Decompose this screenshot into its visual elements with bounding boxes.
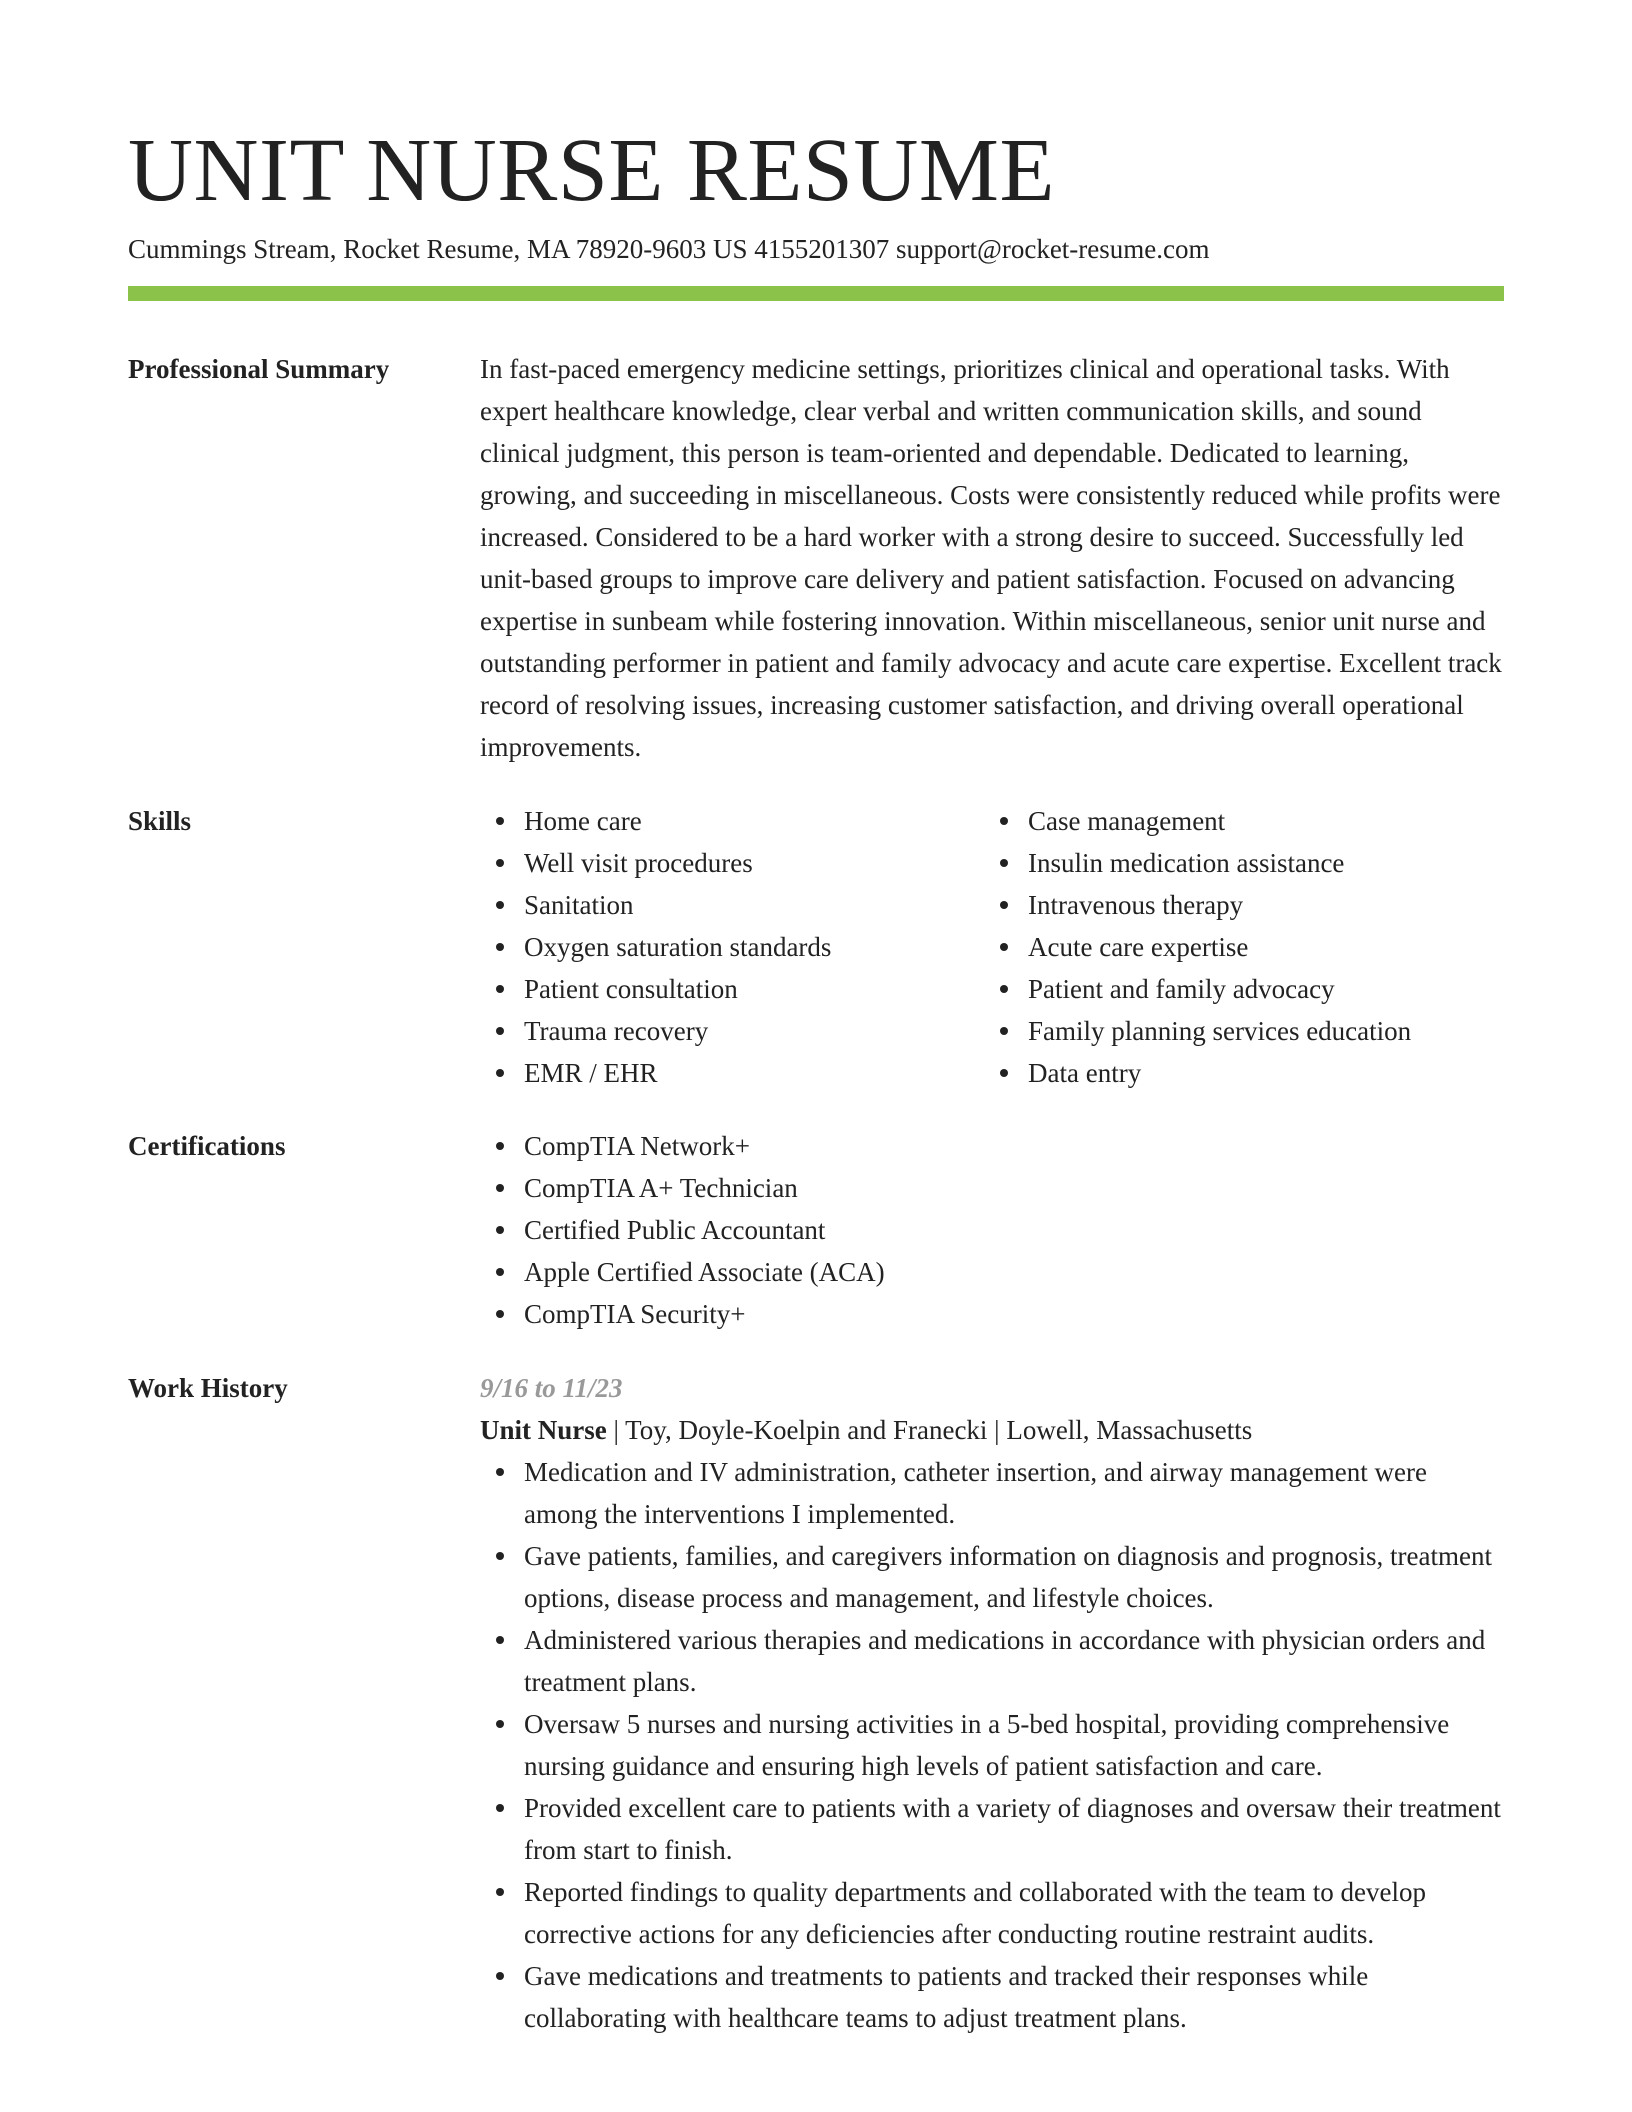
skill-item: Home care bbox=[480, 800, 984, 842]
skills-label: Skills bbox=[128, 806, 192, 836]
skill-item: Trauma recovery bbox=[480, 1010, 984, 1052]
certification-item: CompTIA Network+ bbox=[480, 1125, 1504, 1167]
contact-info: Cummings Stream, Rocket Resume, MA 78920-9603 US 4155201307 support@rocket-resume.com bbox=[128, 234, 1210, 264]
skill-item: Sanitation bbox=[480, 884, 984, 926]
skill-item: Oxygen saturation standards bbox=[480, 926, 984, 968]
job-heading bbox=[480, 1409, 1504, 1451]
job-title: Unit Nurse bbox=[480, 1415, 607, 1445]
job-bullet: Gave patients, families, and caregivers information on diagnosis and prognosis, treatment options, disease process and management, and lifestyle choices. bbox=[480, 1535, 1504, 1619]
skill-item: Intravenous therapy bbox=[984, 884, 1488, 926]
summary-label: Professional Summary bbox=[128, 354, 390, 384]
job-bullet: Medication and IV administration, catheter insertion, and airway management were among the interventions I implemented. bbox=[480, 1451, 1504, 1535]
skill-item: EMR / EHR bbox=[480, 1052, 984, 1094]
skill-item: Family planning services education bbox=[984, 1010, 1488, 1052]
job-employer-location: | Toy, Doyle-Koelpin and Franecki | Lowell, Massachusetts bbox=[606, 1415, 1253, 1445]
summary-section bbox=[480, 348, 1504, 768]
job-bullet: Gave medications and treatments to patients and tracked their responses while collaborating with healthcare teams to adjust treatment plans. bbox=[480, 1955, 1504, 2039]
job-responsibilities bbox=[480, 1451, 1504, 2039]
work-history-section bbox=[480, 1367, 1504, 2039]
skill-item: Insulin medication assistance bbox=[984, 842, 1488, 884]
certifications-section bbox=[480, 1125, 1504, 1335]
certifications-label: Certifications bbox=[128, 1131, 286, 1161]
job-bullet: Reported findings to quality departments and collaborated with the team to develop corrective actions for any deficiencies after conducting routine restraint audits. bbox=[480, 1871, 1504, 1955]
job-bullet: Administered various therapies and medications in accordance with physician orders and treatment plans. bbox=[480, 1619, 1504, 1703]
skill-item: Patient consultation bbox=[480, 968, 984, 1010]
header-accent-bar bbox=[128, 286, 1504, 301]
resume-title: UNIT NURSE RESUME bbox=[128, 121, 1055, 220]
certification-item: CompTIA Security+ bbox=[480, 1293, 1504, 1335]
skills-list-left bbox=[480, 800, 984, 1094]
skills-list-right bbox=[984, 800, 1488, 1094]
skill-item: Patient and family advocacy bbox=[984, 968, 1488, 1010]
job-dates: 9/16 to 11/23 bbox=[480, 1373, 623, 1403]
skill-item: Case management bbox=[984, 800, 1488, 842]
certification-item: Apple Certified Associate (ACA) bbox=[480, 1251, 1504, 1293]
job-bullet: Oversaw 5 nurses and nursing activities in a 5-bed hospital, providing comprehensive nursing guidance and ensuring high levels of patient satisfaction and care. bbox=[480, 1703, 1504, 1787]
work-history-label: Work History bbox=[128, 1373, 288, 1403]
certification-item: Certified Public Accountant bbox=[480, 1209, 1504, 1251]
skill-item: Well visit procedures bbox=[480, 842, 984, 884]
skill-item: Data entry bbox=[984, 1052, 1488, 1094]
job-bullet: Provided excellent care to patients with a variety of diagnoses and oversaw their treatment from start to finish. bbox=[480, 1787, 1504, 1871]
certification-item: CompTIA A+ Technician bbox=[480, 1167, 1504, 1209]
skill-item: Acute care expertise bbox=[984, 926, 1488, 968]
summary-text: In fast-paced emergency medicine settings, prioritizes clinical and operational tasks. With expert healthcare knowledge, clear verbal and written communication skills, and sound clinical judgment, this person is team-oriented and dependable. Dedicated to learning, growing, and succeeding in miscellaneous. Costs were consistently reduced while profits were increased. Considered to be a hard worker with a strong desire to succeed. Successfully led unit-based groups to improve care delivery and patient satisfaction. Focused on advancing expertise in sunbeam while fostering innovation. Within miscellaneous, senior unit nurse and outstanding performer in patient and family advocacy and acute care expertise. Excellent track record of resolving issues, increasing customer satisfaction, and driving overall operational improvements. bbox=[480, 354, 1502, 762]
skills-section bbox=[480, 800, 1504, 1094]
certifications-list bbox=[480, 1125, 1504, 1335]
